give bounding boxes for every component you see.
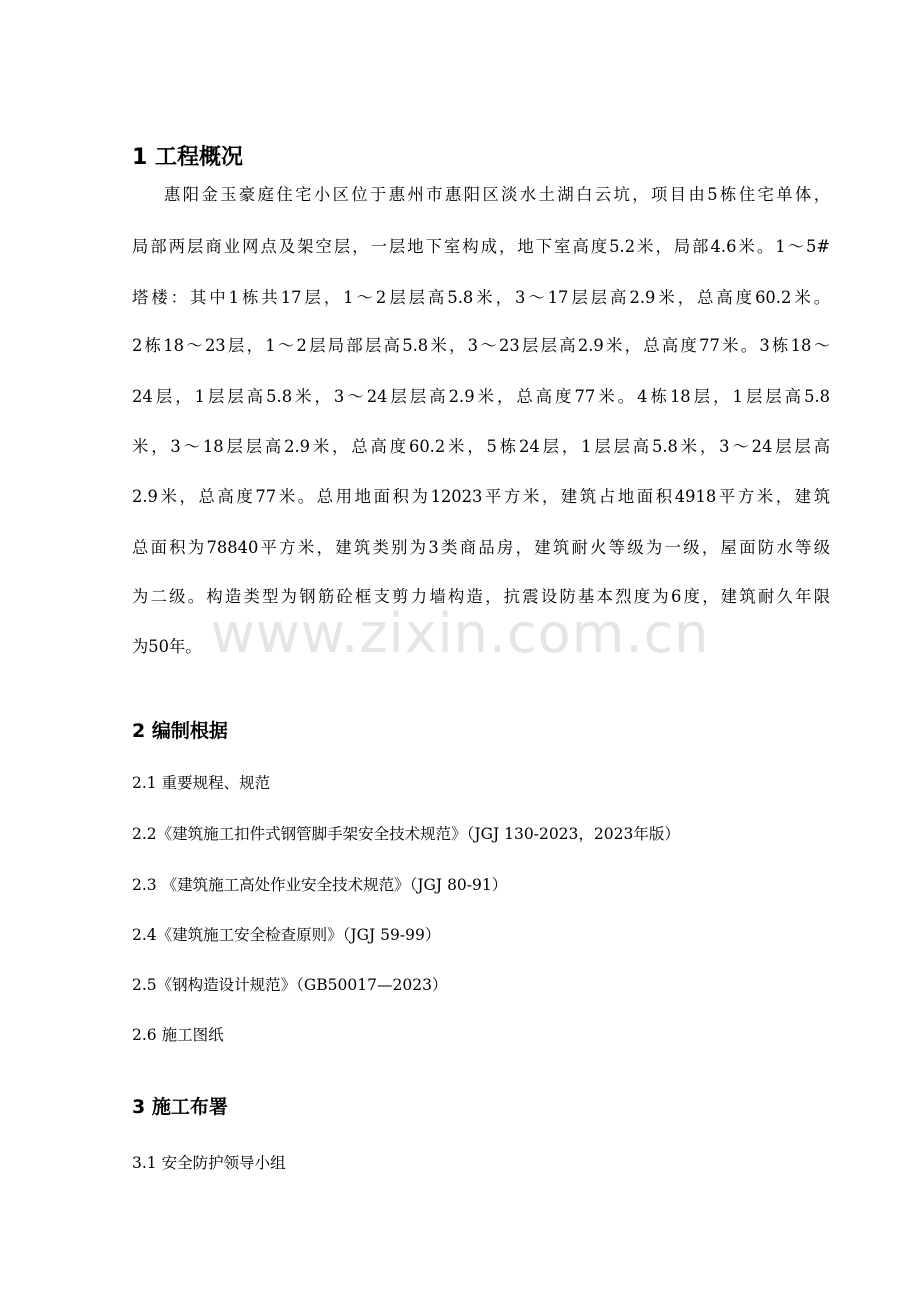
- paragraph-line: 米，3～18层层高2.9米，总高度60.2米，5栋24层，1层层高5.8米，3～24层层高: [132, 437, 830, 456]
- paragraph-line: 2.9米，总高度77米。总用地面积为12023平方米，建筑占地面积4918平方米，建筑: [132, 487, 830, 506]
- paragraph-line: 为二级。构造类型为钢筋砼框支剪力墙构造，抗震设防基本烈度为6度，建筑耐久年限: [132, 587, 830, 606]
- section-1-heading: 1 工程概况: [132, 145, 243, 170]
- paragraph-line: 惠阳金玉豪庭住宅小区位于惠州市惠阳区淡水土湖白云坑，项目由5栋住宅单体，: [164, 185, 830, 204]
- section-2-heading: 2 编制根据: [132, 720, 228, 742]
- paragraph-line: 局部两层商业网点及架空层，一层地下室构成，地下室高度5.2米，局部4.6米。1～5#: [132, 237, 830, 256]
- paragraph-line: 24层，1层层高5.8米，3～24层层高2.9米，总高度77米。4栋18层，1层层高5.8: [132, 387, 830, 406]
- paragraph-line: 2栋18～23层，1～2层局部层高5.8米，3～23层层高2.9米，总高度77米。3栋18～: [132, 336, 830, 355]
- subsection-item: 3.1 安全防护领导小组: [132, 1154, 286, 1172]
- reference-item: 2.6 施工图纸: [132, 1026, 224, 1044]
- reference-item: 2.5《钢构造设计规范》（GB50017—2023）: [132, 976, 448, 994]
- section-3-heading: 3 施工布署: [132, 1096, 228, 1118]
- watermark: www.zixin.com.cn: [210, 602, 710, 665]
- reference-item: 2.1 重要规程、规范: [132, 774, 271, 792]
- reference-item: 2.2《建筑施工扣件式钢管脚手架安全技术规范》（JGJ 130-2023，2023年版）: [132, 825, 680, 843]
- paragraph-line: 总面积为78840平方米，建筑类别为3类商品房，建筑耐火等级为一级，屋面防水等级: [132, 538, 830, 557]
- paragraph-line: 塔楼：其中1栋共17层，1～2层层高5.8米，3～17层层高2.9米，总高度60.2米。: [132, 288, 830, 307]
- paragraph-line: 为50年。: [132, 637, 202, 656]
- reference-item: 2.4《建筑施工安全检查原则》（JGJ 59-99）: [132, 926, 441, 944]
- reference-item: 2.3 《建筑施工高处作业安全技术规范》（JGJ 80-91）: [132, 876, 508, 894]
